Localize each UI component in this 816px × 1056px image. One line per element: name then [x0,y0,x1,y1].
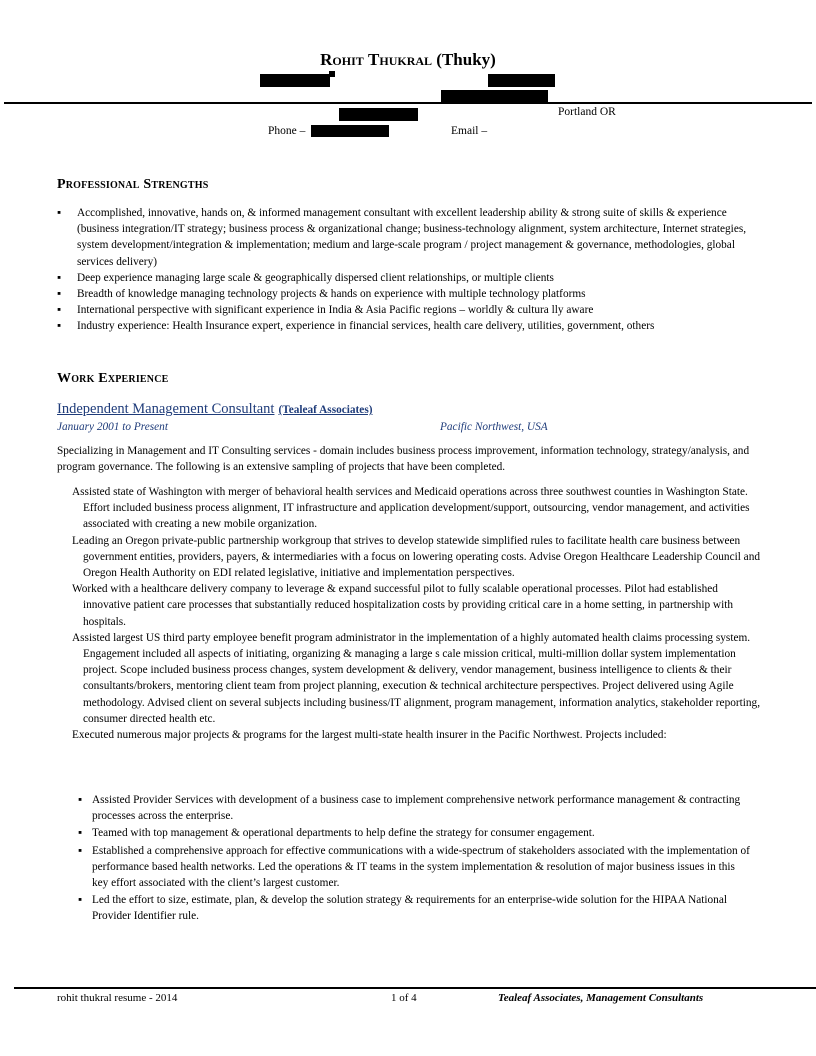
job-location: Pacific Northwest, USA [440,421,548,433]
experience-heading: Work Experience [57,371,169,386]
list-item: ▪ Industry experience: Health Insurance expert, experience in financial services, health care delivery, utilities, government, others [57,318,763,334]
job-heading [57,401,372,418]
job-intro: Specializing in Management and IT Consulting services - domain includes business process improvement, information technology, strategy/analysis, and program governance. The following is an extensive sampling of projects that have been completed. [57,445,750,474]
list-item: ▪ Teamed with top management & operational departments to help define the strategy for consumer engagement. [78,825,750,841]
bullet-glyph: ▪ [57,207,62,219]
redaction-block [488,74,555,87]
bullet-glyph: ▪ [57,304,62,317]
header-divider [4,102,812,104]
email-label: Email – [451,125,488,137]
resume-name [0,50,816,70]
project-list [72,484,762,743]
redaction-block [311,125,389,137]
list-item: ▪ Accomplished, innovative, hands on, & informed management consultant with excellent leadership ability & strong suite of skills & experience (business integration/IT strategy; business process & organizational change; business-technology alignment, system architecture, Internet strategies, system development/integration & implementation; medium and large-scale program / project management & governance, methodologies, global services delivery) [57,207,747,268]
redaction-block [329,71,335,77]
bullet-glyph: ▪ [57,288,62,301]
list-item: ▪ Breadth of knowledge managing technology projects & hands on experience with multiple technology platforms [57,286,763,302]
bullet-glyph: ▪ [78,894,83,907]
bullet-glyph: ▪ [57,271,62,284]
strengths-heading: Professional Strengths [57,177,209,192]
last-name: Thukral [368,50,433,69]
list-item: ▪ International perspective with significant experience in India & Asia Pacific regions – worldly & cultura lly aware [57,302,763,318]
redaction-block [260,74,330,87]
list-item: ▪ Established a comprehensive approach for effective communications with a wide-spectrum of stakeholders associated with the implementation of performance based health networks. Led the operations & IT teams in the system implementation & resolution of major business issues in this key effort associated with the client’s largest customer. [78,844,750,890]
phone-label: Phone – [268,125,306,137]
project-item: Worked with a healthcare delivery company to leverage & expand successful pilot to fully scalable operational processes. Pilot had established innovative patient care processes that substantially reduced hospitalization costs by providing critical care in a home setting, in partnership with hospitals. [72,583,734,628]
project-item: Assisted state of Washington with merger of behavioral health services and Medicaid operations across three southwest counties in Washington State. Effort included business process alignment, IT infrastructure and application development/support, outsourcing, vendor management, and activities associated with creating a new mobile organization. [72,486,750,531]
bullet-glyph: ▪ [78,827,83,840]
redaction-block [339,108,418,121]
bullet-glyph: ▪ [78,794,83,806]
job-dates: January 2001 to Present [57,421,168,433]
footer-divider [14,987,816,989]
nickname: (Thuky) [436,50,496,69]
strengths-list [57,205,763,335]
footer-right: Tealeaf Associates, Management Consultants [498,992,704,1004]
footer-left: rohit thukral resume - 2014 [57,992,178,1004]
project-item: Executed numerous major projects & programs for the largest multi-state health insurer in the Pacific Northwest. Projects included: [72,729,667,742]
first-name: Rohit [320,50,364,69]
list-item: ▪ Led the effort to size, estimate, plan, & develop the solution strategy & requirements for an enterprise-wide solution for the HIPAA National Provider Identifier rule. [78,894,727,923]
subproject-list [78,792,750,925]
bullet-glyph: ▪ [78,844,83,857]
job-company: (Tealeaf Associates) [278,404,373,416]
project-item: Leading an Oregon private-public partnership workgroup that strives to develop statewide simplified rules to facilitate health care business between government entities, providers, payers, & intermediaries with a focus on lowering operating costs. Advise Oregon Healthcare Leadership Council and Oregon Health Authority on EDI related legislative, initiative and implementation perspectives. [72,534,760,580]
bullet-glyph: ▪ [57,320,62,333]
job-title: Independent Management Consultant [57,401,275,417]
list-item: ▪ Deep experience managing large scale & geographically dispersed client relationships, or multiple clients [57,270,763,286]
city: Portland OR [558,106,616,118]
project-item: Assisted largest US third party employee benefit program administrator in the implementation of a highly automated health claims processing system. Engagement included all aspects of initiating, organizing & managing a large s cale mission critical, multi-million dollar system implementation project. Scope included business process changes, system development & delivery, vendor management, business intelligence to clients & their consultants/brokers, mentoring client team from project planning, execution & technical architecture perspectives. Project delivered using Agile methodology. Advised client on several subjects including business/IT alignment, program management, information analytics, stakeholder reporting, consumer directed health etc. [72,631,761,725]
list-item: ▪ Assisted Provider Services with development of a business case to implement comprehensive network performance management & contracting processes across the enterprise. [78,794,741,823]
page-number: 1 of 4 [391,992,417,1004]
